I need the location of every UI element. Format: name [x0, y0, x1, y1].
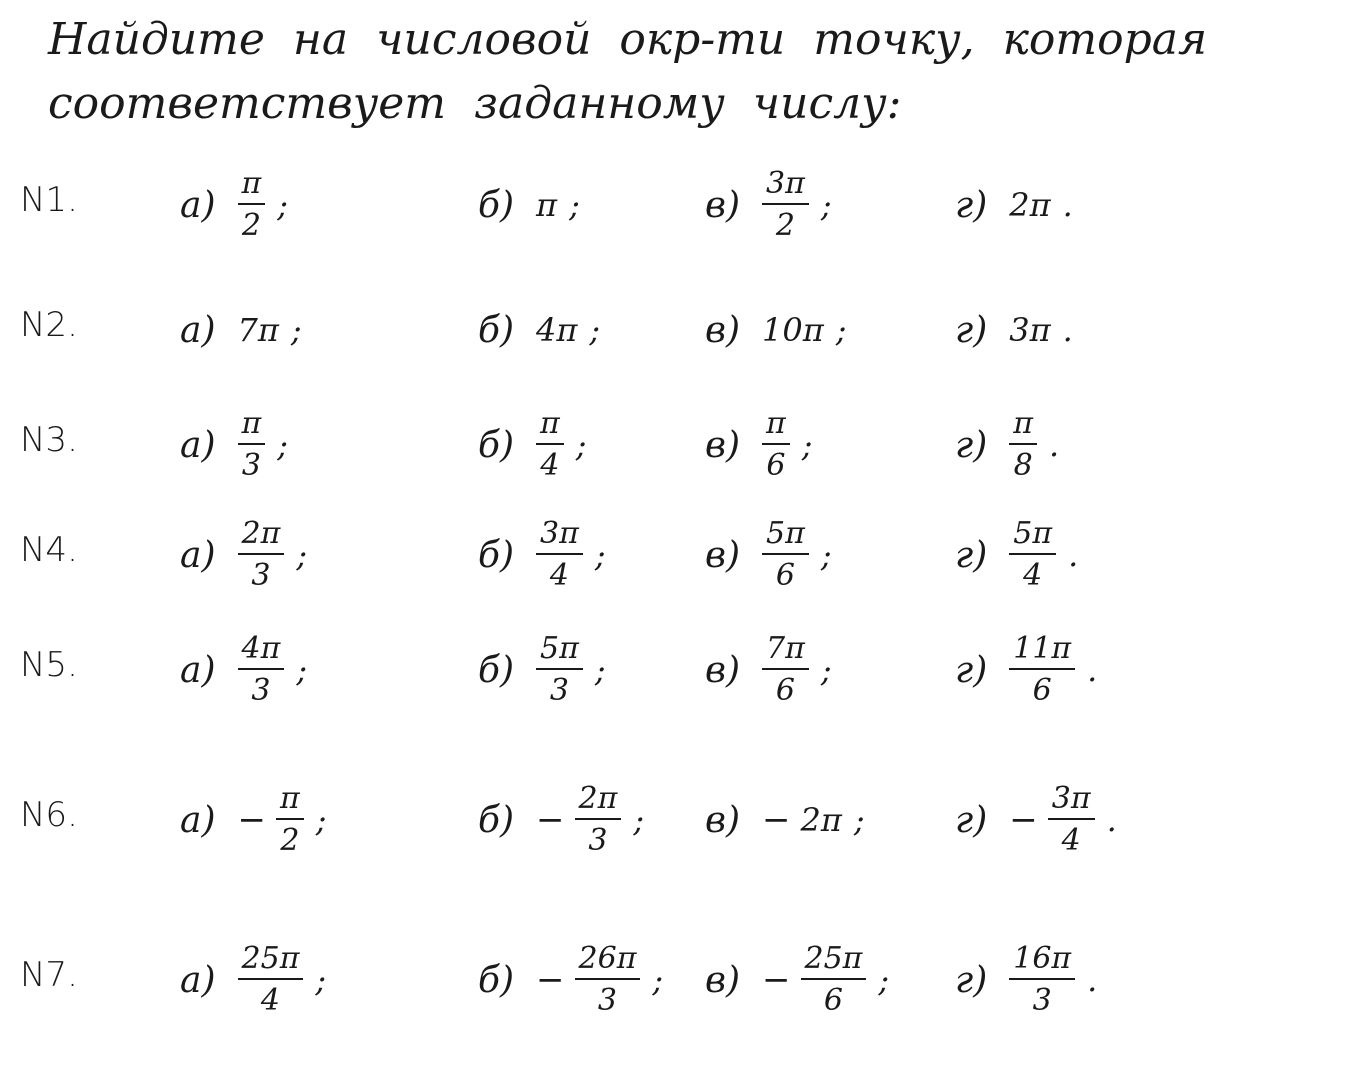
- minus-sign: −: [762, 800, 791, 840]
- fraction: [536, 516, 583, 593]
- fraction-denominator: 6: [1032, 673, 1052, 708]
- problem-item: [180, 285, 302, 375]
- plain-value: 7π: [237, 311, 279, 349]
- fraction-denominator: 4: [260, 983, 280, 1018]
- item-punctuation: ;: [633, 801, 645, 839]
- problem-row: [0, 285, 1357, 395]
- fraction-denominator: 4: [1061, 823, 1081, 858]
- fraction: [238, 631, 285, 708]
- fraction: [238, 516, 285, 593]
- minus-sign: −: [536, 800, 565, 840]
- fraction-numerator: 16π: [1009, 944, 1075, 980]
- problem-number: N3.: [20, 420, 78, 460]
- fraction-numerator: π: [238, 409, 266, 445]
- item-punctuation: ;: [277, 186, 289, 224]
- plain-value: π: [536, 186, 558, 224]
- fraction-numerator: 3π: [536, 519, 583, 555]
- problem-item: [705, 510, 832, 600]
- task-heading: Найдите на числовой окр-ти точку, которая соответствует заданному числу:: [48, 14, 1208, 129]
- problem-item: [955, 285, 1073, 375]
- fraction: [238, 406, 266, 483]
- problem-item: [478, 160, 580, 250]
- item-letter: б): [478, 424, 515, 466]
- fraction-numerator: π: [762, 409, 790, 445]
- item-letter: а): [180, 424, 216, 466]
- minus-sign: −: [762, 960, 791, 1000]
- item-letter: а): [180, 649, 216, 691]
- problem-row: [0, 510, 1357, 620]
- problem-number: N2.: [20, 305, 78, 345]
- fraction-denominator: 3: [597, 983, 618, 1018]
- fraction-denominator: 2: [241, 208, 261, 243]
- item-letter: б): [478, 649, 515, 691]
- fraction: [1009, 516, 1056, 593]
- problem-item: [180, 775, 327, 865]
- problem-item: [955, 160, 1073, 250]
- fraction: [276, 781, 304, 858]
- item-letter: а): [180, 184, 216, 226]
- fraction-numerator: 2π: [238, 519, 285, 555]
- fraction: [536, 631, 583, 708]
- plain-value: 2π: [800, 801, 842, 839]
- fraction-numerator: 26π: [575, 944, 641, 980]
- fraction-denominator: 8: [1013, 448, 1033, 483]
- fraction-numerator: 5π: [536, 634, 583, 670]
- item-punctuation: ;: [290, 311, 302, 349]
- item-punctuation: .: [1087, 651, 1098, 689]
- problem-item: [955, 400, 1059, 490]
- item-punctuation: ;: [820, 186, 832, 224]
- item-punctuation: ;: [652, 961, 664, 999]
- plain-value: 3π: [1009, 311, 1051, 349]
- item-letter: г): [955, 309, 988, 351]
- problem-item: [955, 625, 1097, 715]
- problem-item: [180, 160, 288, 250]
- fraction: [762, 516, 809, 593]
- item-letter: г): [955, 534, 988, 576]
- item-letter: г): [955, 184, 988, 226]
- minus-sign: −: [536, 960, 565, 1000]
- fraction: [762, 406, 790, 483]
- problem-item: [180, 935, 326, 1025]
- fraction-denominator: 2: [280, 823, 300, 858]
- fraction-denominator: 4: [540, 448, 560, 483]
- fraction-denominator: 6: [823, 983, 843, 1018]
- fraction-numerator: π: [536, 409, 564, 445]
- minus-sign: −: [1009, 800, 1038, 840]
- item-punctuation: ;: [835, 311, 847, 349]
- item-punctuation: ;: [853, 801, 865, 839]
- problem-item: [955, 935, 1097, 1025]
- fraction-numerator: 25π: [238, 944, 304, 980]
- problem-item: [955, 510, 1078, 600]
- item-letter: б): [478, 959, 515, 1001]
- plain-value: 4π: [536, 311, 578, 349]
- item-letter: в): [705, 534, 740, 576]
- problem-item: [705, 625, 832, 715]
- problem-item: [180, 510, 307, 600]
- plain-value: 2π: [1009, 186, 1051, 224]
- fraction-denominator: 6: [766, 448, 786, 483]
- fraction: [801, 941, 867, 1018]
- fraction: [575, 781, 622, 858]
- item-letter: б): [478, 309, 515, 351]
- problem-item: [705, 285, 847, 375]
- item-letter: в): [705, 799, 740, 841]
- problem-item: [180, 625, 307, 715]
- item-punctuation: .: [1106, 801, 1117, 839]
- problem-number: N6.: [20, 795, 78, 835]
- problem-item: [478, 935, 663, 1025]
- fraction: [1009, 406, 1037, 483]
- fraction: [238, 166, 266, 243]
- problem-number: N5.: [20, 645, 78, 685]
- item-punctuation: ;: [575, 426, 587, 464]
- problem-item: [478, 285, 600, 375]
- fraction: [575, 941, 641, 1018]
- problem-item: [705, 775, 865, 865]
- item-letter: в): [705, 309, 740, 351]
- item-punctuation: ;: [878, 961, 890, 999]
- item-letter: г): [955, 799, 988, 841]
- item-letter: в): [705, 184, 740, 226]
- item-punctuation: ;: [820, 536, 832, 574]
- fraction: [1048, 781, 1095, 858]
- minus-sign: −: [237, 800, 267, 840]
- fraction-denominator: 3: [588, 823, 608, 858]
- fraction-denominator: 6: [775, 558, 795, 593]
- fraction-denominator: 3: [251, 673, 271, 708]
- fraction: [238, 941, 304, 1018]
- item-punctuation: ;: [315, 801, 327, 839]
- fraction-denominator: 3: [1032, 983, 1052, 1018]
- fraction-denominator: 4: [1023, 558, 1043, 593]
- problem-row: [0, 625, 1357, 735]
- item-punctuation: ;: [594, 536, 606, 574]
- fraction: [762, 631, 809, 708]
- item-punctuation: ;: [569, 186, 580, 224]
- item-punctuation: .: [1062, 311, 1073, 349]
- fraction-numerator: 3π: [1048, 784, 1095, 820]
- problem-number: N4.: [20, 530, 78, 570]
- problem-row: [0, 935, 1357, 1045]
- item-punctuation: ;: [589, 311, 601, 349]
- item-letter: г): [955, 424, 988, 466]
- problem-item: [478, 510, 606, 600]
- fraction: [762, 166, 809, 243]
- problem-item: [180, 400, 288, 490]
- item-punctuation: .: [1062, 186, 1073, 224]
- fraction-numerator: π: [238, 169, 266, 205]
- fraction-numerator: 5π: [1009, 519, 1056, 555]
- problem-item: [705, 935, 889, 1025]
- item-punctuation: ;: [277, 426, 289, 464]
- problem-item: [705, 160, 832, 250]
- item-punctuation: ;: [594, 651, 606, 689]
- item-letter: г): [955, 649, 988, 691]
- item-letter: в): [705, 424, 740, 466]
- problem-row: [0, 400, 1357, 510]
- fraction-numerator: π: [1009, 409, 1037, 445]
- plain-value: 10π: [762, 311, 824, 349]
- problem-row: [0, 775, 1357, 885]
- item-letter: а): [180, 309, 216, 351]
- problem-item: [705, 400, 813, 490]
- item-punctuation: ;: [296, 536, 308, 574]
- fraction-denominator: 4: [549, 558, 569, 593]
- fraction-denominator: 3: [251, 558, 271, 593]
- item-punctuation: .: [1068, 536, 1079, 574]
- item-punctuation: .: [1087, 961, 1098, 999]
- fraction: [1009, 631, 1075, 708]
- item-punctuation: ;: [315, 961, 327, 999]
- item-letter: б): [478, 534, 515, 576]
- fraction: [1009, 941, 1075, 1018]
- problem-item: [478, 625, 606, 715]
- item-letter: в): [705, 649, 740, 691]
- fraction-numerator: 7π: [762, 634, 809, 670]
- item-letter: б): [478, 184, 515, 226]
- fraction-denominator: 3: [549, 673, 569, 708]
- fraction-numerator: 25π: [801, 944, 867, 980]
- problem-item: [478, 775, 644, 865]
- item-letter: а): [180, 959, 216, 1001]
- fraction-denominator: 2: [775, 208, 795, 243]
- item-letter: а): [180, 534, 216, 576]
- problem-item: [955, 775, 1117, 865]
- fraction-numerator: 2π: [575, 784, 622, 820]
- item-punctuation: ;: [296, 651, 308, 689]
- fraction-denominator: 6: [775, 673, 795, 708]
- fraction-denominator: 3: [241, 448, 261, 483]
- item-letter: а): [180, 799, 216, 841]
- problem-item: [478, 400, 587, 490]
- item-punctuation: ;: [820, 651, 832, 689]
- problem-row: [0, 160, 1357, 270]
- problem-number: N7.: [20, 955, 78, 995]
- item-punctuation: ;: [801, 426, 813, 464]
- fraction-numerator: 5π: [762, 519, 809, 555]
- item-letter: б): [478, 799, 515, 841]
- problem-number: N1.: [20, 180, 78, 220]
- fraction: [536, 406, 564, 483]
- item-letter: г): [955, 959, 988, 1001]
- fraction-numerator: 3π: [762, 169, 809, 205]
- fraction-numerator: π: [276, 784, 304, 820]
- item-punctuation: .: [1048, 426, 1060, 464]
- item-letter: в): [705, 959, 740, 1001]
- fraction-numerator: 4π: [238, 634, 285, 670]
- fraction-numerator: 11π: [1009, 634, 1075, 670]
